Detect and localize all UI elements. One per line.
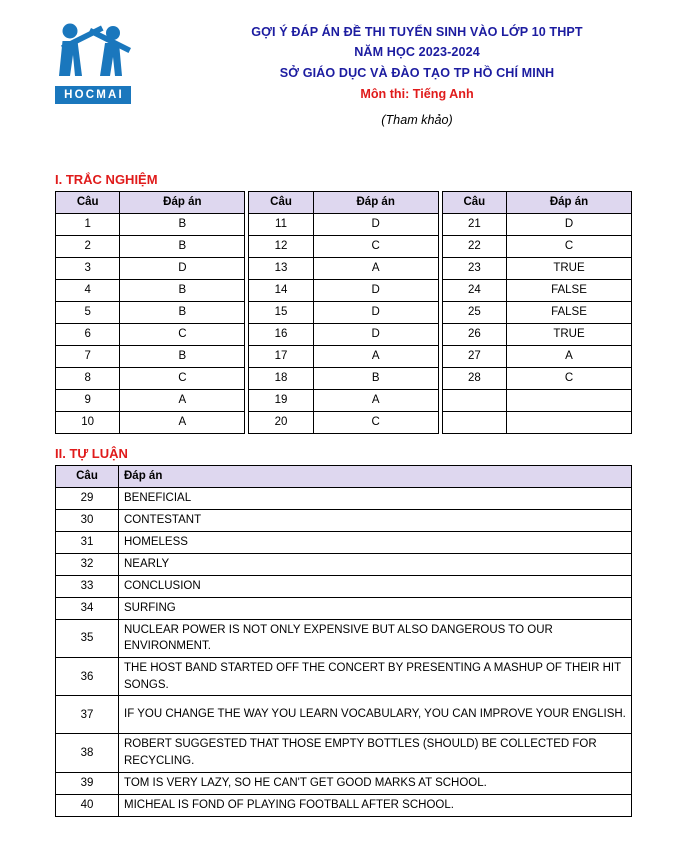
- answer-value: D: [313, 301, 438, 323]
- answer-value: MICHEAL IS FOND OF PLAYING FOOTBALL AFTER SCHOOL.: [119, 794, 632, 816]
- answer-value: B: [120, 301, 245, 323]
- header-titles: [168, 14, 666, 134]
- table-row: [249, 235, 438, 257]
- page-header: [0, 0, 684, 134]
- exam-title-line-2: NĂM HỌC 2023-2024: [354, 45, 480, 60]
- answer-value: THE HOST BAND STARTED OFF THE CONCERT BY PRESENTING A MASHUP OF THEIR HIT SONGS.: [119, 657, 632, 695]
- column-header-dapan: Đáp án: [119, 465, 632, 487]
- table-row: [442, 411, 631, 433]
- answer-value: C: [507, 367, 632, 389]
- answer-value: TRUE: [507, 257, 632, 279]
- section-1-title: I. TRẮC NGHIỆM: [55, 171, 158, 187]
- table-row: [442, 213, 631, 235]
- table-row: [249, 367, 438, 389]
- question-number: 5: [56, 301, 120, 323]
- question-number: 12: [249, 235, 313, 257]
- question-number: 13: [249, 257, 313, 279]
- answer-value: SURFING: [119, 597, 632, 619]
- question-number: 34: [56, 597, 119, 619]
- question-number: 36: [56, 657, 119, 695]
- answer-value: NUCLEAR POWER IS NOT ONLY EXPENSIVE BUT ALSO DANGEROUS TO OUR ENVIRONMENT.: [119, 619, 632, 657]
- table-row: [56, 657, 632, 695]
- answer-value: D: [507, 213, 632, 235]
- column-header-cau: Câu: [442, 191, 506, 213]
- answer-value: B: [120, 235, 245, 257]
- table-row: [56, 389, 245, 411]
- answer-value: A: [313, 345, 438, 367]
- question-number: 16: [249, 323, 313, 345]
- hocmai-logo: [18, 14, 168, 104]
- multiple-choice-table-3: [442, 191, 632, 434]
- answer-value: CONCLUSION: [119, 575, 632, 597]
- table-header-row: [56, 191, 245, 213]
- answer-value: C: [313, 235, 438, 257]
- answer-value: D: [120, 257, 245, 279]
- table-row: [56, 772, 632, 794]
- table-row: [56, 279, 245, 301]
- column-header-dapan: Đáp án: [120, 191, 245, 213]
- table-row: [56, 531, 632, 553]
- question-number: 1: [56, 213, 120, 235]
- question-number: 26: [442, 323, 506, 345]
- table-row: [442, 235, 631, 257]
- table-row: [442, 301, 631, 323]
- hocmai-wordmark: HOCMAI: [55, 86, 131, 104]
- answer-value: TOM IS VERY LAZY, SO HE CAN'T GET GOOD MARKS AT SCHOOL.: [119, 772, 632, 794]
- question-number: 31: [56, 531, 119, 553]
- question-number: 4: [56, 279, 120, 301]
- answer-value: A: [507, 345, 632, 367]
- question-number: 10: [56, 411, 120, 433]
- table-header-row: [56, 465, 632, 487]
- question-number: 22: [442, 235, 506, 257]
- reference-note: (Tham khảo): [381, 113, 453, 128]
- answer-value: B: [120, 279, 245, 301]
- multiple-choice-tables: [0, 191, 684, 434]
- answer-value: A: [313, 389, 438, 411]
- table-row: [442, 345, 631, 367]
- question-number: 2: [56, 235, 120, 257]
- answer-value: B: [313, 367, 438, 389]
- column-header-dapan: Đáp án: [507, 191, 632, 213]
- question-number: [442, 389, 506, 411]
- answer-value: NEARLY: [119, 553, 632, 575]
- answer-value: D: [313, 279, 438, 301]
- question-number: 14: [249, 279, 313, 301]
- table-row: [249, 301, 438, 323]
- question-number: [442, 411, 506, 433]
- multiple-choice-table-2: [248, 191, 438, 434]
- column-header-dapan: Đáp án: [313, 191, 438, 213]
- section-essay: [0, 446, 684, 817]
- question-number: 9: [56, 389, 120, 411]
- table-row: [249, 213, 438, 235]
- section-multiple-choice: [0, 172, 684, 434]
- question-number: 40: [56, 794, 119, 816]
- question-number: 18: [249, 367, 313, 389]
- answer-value: B: [120, 213, 245, 235]
- table-row: [249, 411, 438, 433]
- question-number: 19: [249, 389, 313, 411]
- answer-value: C: [507, 235, 632, 257]
- table-row: [249, 257, 438, 279]
- question-number: 25: [442, 301, 506, 323]
- answer-value: A: [120, 411, 245, 433]
- exam-title-line-3: SỞ GIÁO DỤC VÀ ĐÀO TẠO TP HỒ CHÍ MINH: [279, 65, 555, 80]
- table-row: [249, 279, 438, 301]
- table-row: [56, 345, 245, 367]
- question-number: 8: [56, 367, 120, 389]
- question-number: 29: [56, 487, 119, 509]
- question-number: 11: [249, 213, 313, 235]
- table-row: [56, 235, 245, 257]
- question-number: 33: [56, 575, 119, 597]
- column-header-cau: Câu: [56, 191, 120, 213]
- table-row: [56, 696, 632, 734]
- answer-value: BENEFICIAL: [119, 487, 632, 509]
- answer-value: C: [120, 367, 245, 389]
- table-row: [56, 734, 632, 772]
- table-row: [442, 389, 631, 411]
- table-row: [56, 323, 245, 345]
- table-row: [56, 553, 632, 575]
- table-header-row: [249, 191, 438, 213]
- question-number: 39: [56, 772, 119, 794]
- table-row: [56, 257, 245, 279]
- question-number: 35: [56, 619, 119, 657]
- answer-value: HOMELESS: [119, 531, 632, 553]
- question-number: 37: [56, 696, 119, 734]
- table-row: [56, 213, 245, 235]
- answer-value: C: [313, 411, 438, 433]
- multiple-choice-table-1: [55, 191, 245, 434]
- table-row: [56, 619, 632, 657]
- table-row: [249, 323, 438, 345]
- answer-value: [507, 389, 632, 411]
- table-row: [56, 411, 245, 433]
- question-number: 15: [249, 301, 313, 323]
- question-number: 24: [442, 279, 506, 301]
- column-header-cau: Câu: [56, 465, 119, 487]
- question-number: 23: [442, 257, 506, 279]
- table-row: [56, 509, 632, 531]
- question-number: 32: [56, 553, 119, 575]
- column-header-cau: Câu: [249, 191, 313, 213]
- answer-value: [507, 411, 632, 433]
- subject-line: Môn thi: Tiếng Anh: [360, 87, 474, 102]
- table-row: [56, 597, 632, 619]
- table-row: [442, 257, 631, 279]
- answer-value: IF YOU CHANGE THE WAY YOU LEARN VOCABULARY, YOU CAN IMPROVE YOUR ENGLISH.: [119, 696, 632, 734]
- table-row: [442, 279, 631, 301]
- answer-value: CONTESTANT: [119, 509, 632, 531]
- table-header-row: [442, 191, 631, 213]
- answer-value: FALSE: [507, 301, 632, 323]
- table-row: [249, 389, 438, 411]
- answer-value: B: [120, 345, 245, 367]
- answer-value: A: [313, 257, 438, 279]
- question-number: 7: [56, 345, 120, 367]
- question-number: 3: [56, 257, 120, 279]
- table-row: [249, 345, 438, 367]
- question-number: 6: [56, 323, 120, 345]
- answer-value: TRUE: [507, 323, 632, 345]
- answer-value: C: [120, 323, 245, 345]
- question-number: 20: [249, 411, 313, 433]
- answer-value: D: [313, 323, 438, 345]
- essay-answer-table: [55, 465, 632, 817]
- section-2-title: II. TỰ LUẬN: [55, 445, 128, 461]
- answer-value: D: [313, 213, 438, 235]
- table-row: [56, 301, 245, 323]
- question-number: 30: [56, 509, 119, 531]
- table-row: [56, 575, 632, 597]
- answer-value: A: [120, 389, 245, 411]
- answer-value: ROBERT SUGGESTED THAT THOSE EMPTY BOTTLES (SHOULD) BE COLLECTED FOR RECYCLING.: [119, 734, 632, 772]
- table-row: [56, 367, 245, 389]
- question-number: 21: [442, 213, 506, 235]
- answer-value: FALSE: [507, 279, 632, 301]
- table-row: [56, 794, 632, 816]
- question-number: 27: [442, 345, 506, 367]
- exam-title-line-1: GỢI Ý ĐÁP ÁN ĐỀ THI TUYỂN SINH VÀO LỚP 10 THPT: [251, 25, 583, 39]
- two-figures-icon: [47, 20, 139, 82]
- question-number: 28: [442, 367, 506, 389]
- question-number: 38: [56, 734, 119, 772]
- table-row: [442, 323, 631, 345]
- table-row: [56, 487, 632, 509]
- question-number: 17: [249, 345, 313, 367]
- table-row: [442, 367, 631, 389]
